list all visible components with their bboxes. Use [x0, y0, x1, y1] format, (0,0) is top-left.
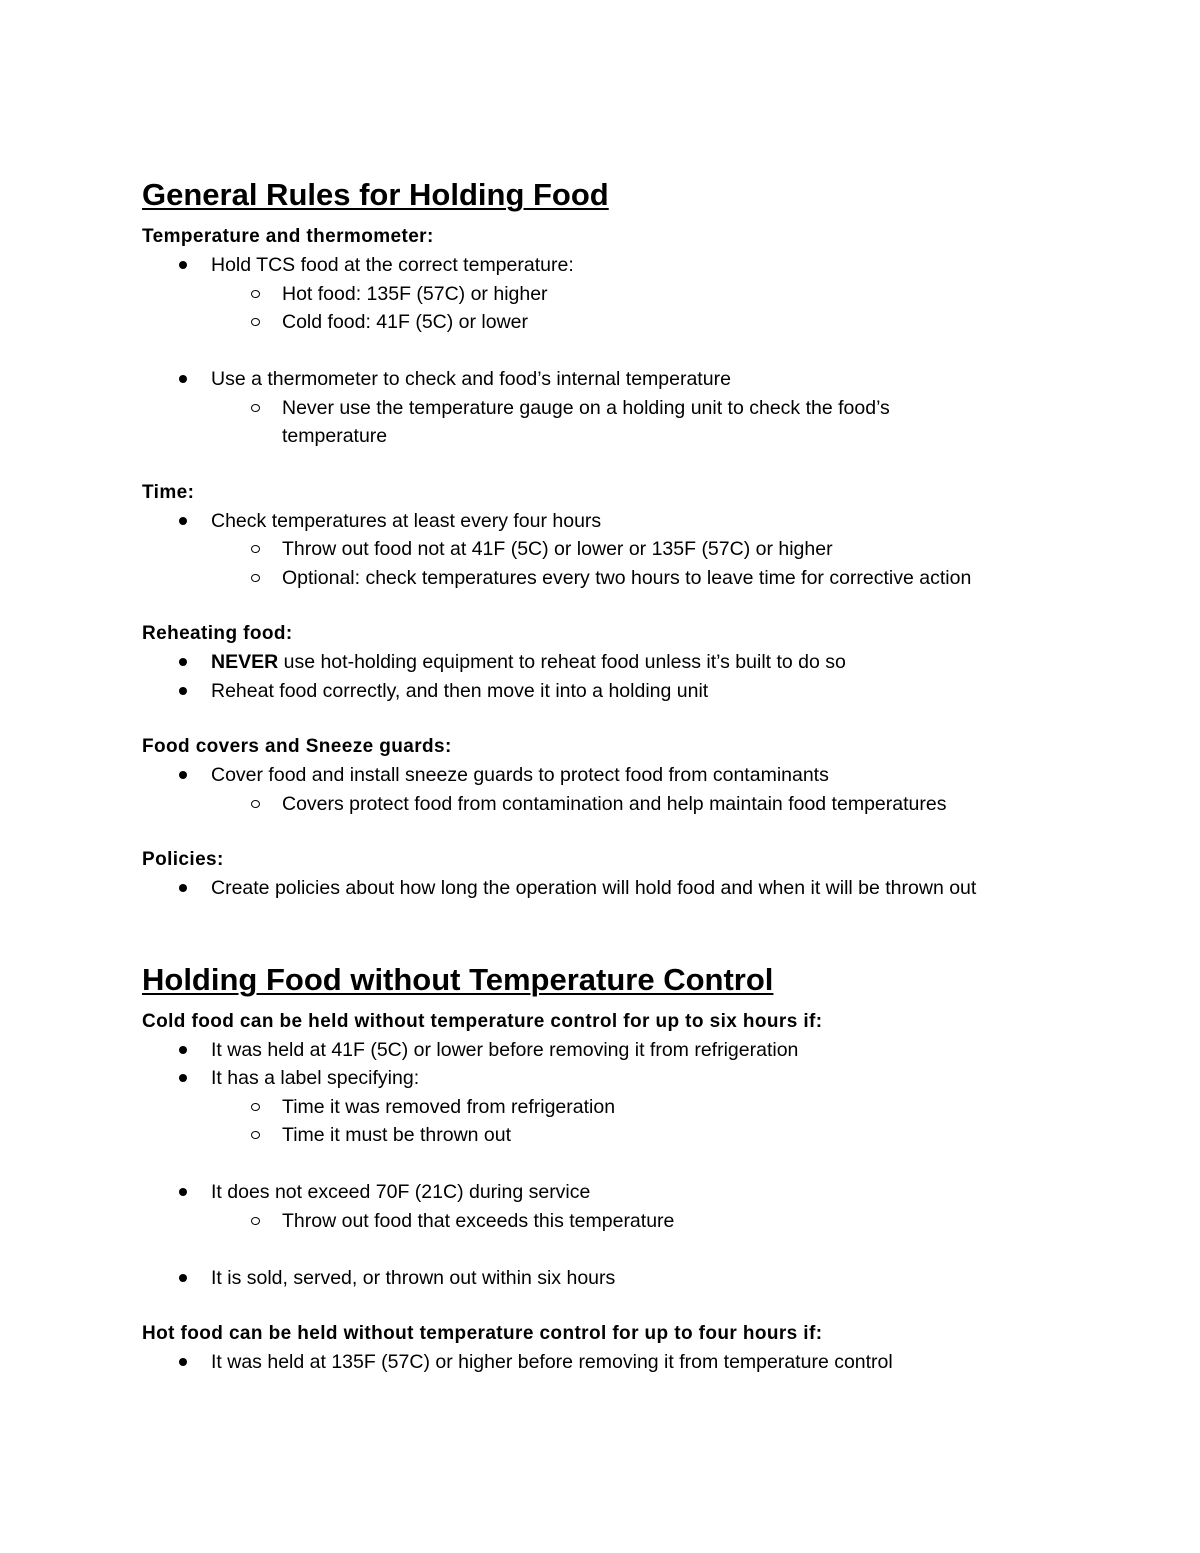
list-cold-food-six-hours — [142, 1264, 1102, 1293]
list-item: Throw out food not at 41F (5C) or lower or 135F (57C) or higher — [142, 535, 1102, 564]
list-item: Throw out food that exceeds this temperature — [142, 1207, 1102, 1236]
circle-bullet-icon — [251, 1131, 260, 1139]
disc-bullet-icon — [179, 1188, 187, 1196]
section-title-without-temp-control: Holding Food without Temperature Control — [142, 961, 774, 997]
disc-bullet-icon — [179, 687, 187, 695]
list-thermometer — [142, 365, 1102, 451]
list-hot-food — [142, 1348, 1102, 1377]
circle-bullet-icon — [251, 800, 260, 808]
list-item: Reheat food correctly, and then move it into a holding unit — [142, 677, 1102, 706]
list-item: It does not exceed 70F (21C) during service — [142, 1178, 1102, 1207]
list-item: It is sold, served, or thrown out within six hours — [142, 1264, 1102, 1293]
disc-bullet-icon — [179, 1358, 187, 1366]
disc-bullet-icon — [179, 1046, 187, 1054]
disc-bullet-icon — [179, 1074, 187, 1082]
list-item: Optional: check temperatures every two hours to leave time for corrective action — [142, 564, 1102, 593]
list-reheating — [142, 648, 1102, 705]
list-item: Cold food: 41F (5C) or lower — [142, 308, 1102, 337]
list-cold-food-service — [142, 1178, 1102, 1235]
disc-bullet-icon — [179, 375, 187, 383]
subheading-time: Time: — [142, 481, 195, 503]
list-item: Time it must be thrown out — [142, 1121, 1102, 1150]
list-item: Never use the temperature gauge on a holding unit to check the food’s temperature — [142, 394, 982, 451]
circle-bullet-icon — [251, 318, 260, 326]
list-item: Hot food: 135F (57C) or higher — [142, 280, 1102, 309]
subheading-hot-food: Hot food can be held without temperature control for up to four hours if: — [142, 1323, 823, 1344]
list-item: Hold TCS food at the correct temperature: — [142, 251, 1102, 280]
circle-bullet-icon — [251, 1217, 260, 1225]
disc-bullet-icon — [179, 771, 187, 779]
subheading-policies: Policies: — [142, 849, 224, 870]
disc-bullet-icon — [179, 658, 187, 666]
list-item: Use a thermometer to check and food’s internal temperature — [142, 365, 1102, 394]
list-item: Cover food and install sneeze guards to protect food from contaminants — [142, 761, 1102, 790]
list-time — [142, 507, 1102, 593]
list-item: Check temperatures at least every four hours — [142, 507, 1102, 536]
disc-bullet-icon — [179, 1274, 187, 1282]
list-item: Time it was removed from refrigeration — [142, 1093, 1102, 1122]
circle-bullet-icon — [251, 290, 260, 298]
circle-bullet-icon — [251, 404, 260, 412]
list-policies — [142, 874, 1102, 903]
list-item: NEVER use hot-holding equipment to reheat food unless it’s built to do so — [142, 648, 1102, 677]
circle-bullet-icon — [251, 545, 260, 553]
list-item: Create policies about how long the operation will hold food and when it will be thrown out — [142, 874, 1102, 903]
list-temperature — [142, 251, 1102, 337]
subheading-covers: Food covers and Sneeze guards: — [142, 736, 452, 757]
document-page — [142, 176, 1102, 1377]
subheading-cold-food: Cold food can be held without temperature control for up to six hours if: — [142, 1010, 823, 1032]
circle-bullet-icon — [251, 1103, 260, 1111]
disc-bullet-icon — [179, 261, 187, 269]
list-item: Covers protect food from contamination and help maintain food temperatures — [142, 790, 1102, 819]
subheading-reheating: Reheating food: — [142, 623, 293, 644]
circle-bullet-icon — [251, 574, 260, 582]
section-title-general-rules: General Rules for Holding Food — [142, 177, 609, 212]
list-item: It has a label specifying: — [142, 1064, 1102, 1093]
subheading-temperature: Temperature and thermometer: — [142, 226, 434, 247]
disc-bullet-icon — [179, 884, 187, 892]
disc-bullet-icon — [179, 517, 187, 525]
list-item: It was held at 41F (5C) or lower before removing it from refrigeration — [142, 1036, 1102, 1065]
list-covers — [142, 761, 1102, 818]
list-cold-food — [142, 1036, 1102, 1150]
list-item: It was held at 135F (57C) or higher before removing it from temperature control — [142, 1348, 1102, 1377]
